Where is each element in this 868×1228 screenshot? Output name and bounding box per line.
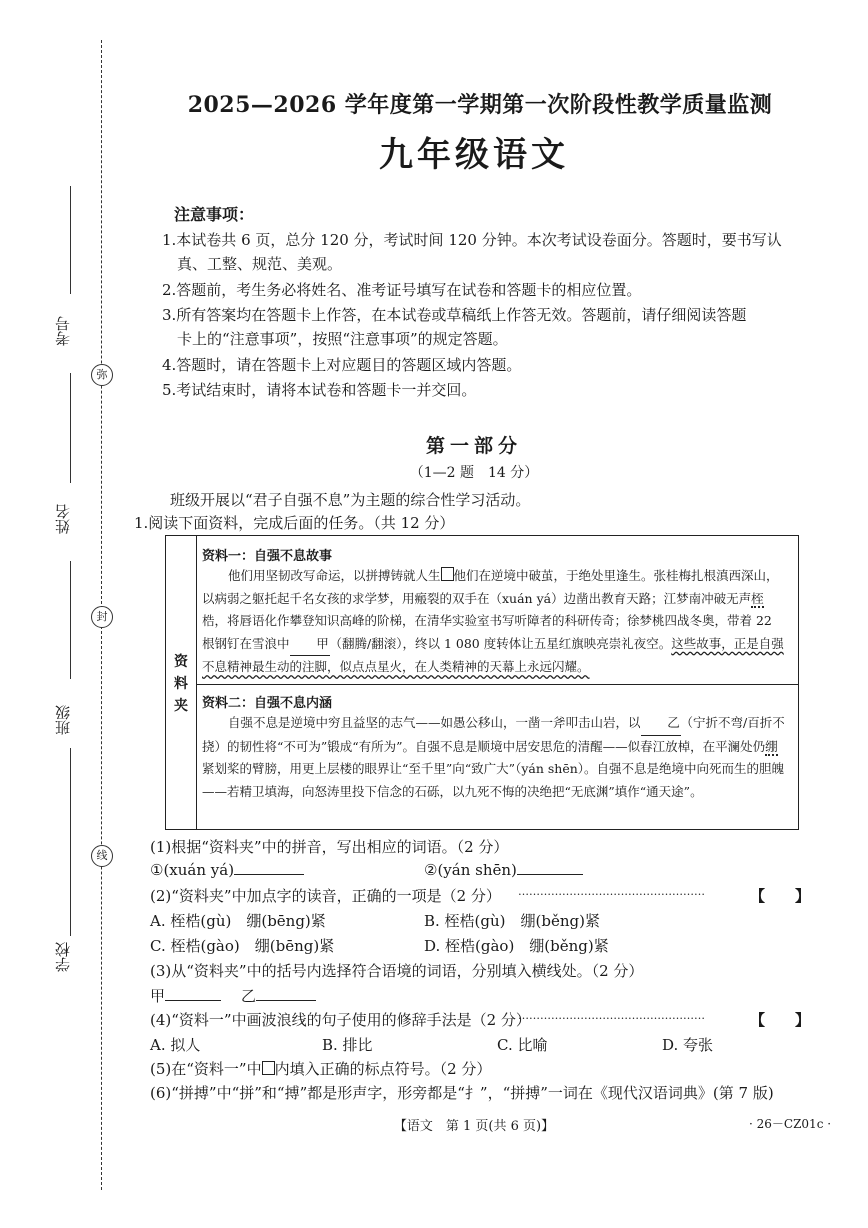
part-subtitle: （1—2 题 14 分） (409, 465, 539, 481)
folder-side (166, 536, 197, 829)
exam-number-label: 考号 (54, 316, 72, 346)
notice-item: 3.所有答案均在答题卡上作答，在本试卷或草稿纸上作答无效。答题前，请仔细阅读答题 卡上的“注意事项”，按照“注意事项”的规定答题。 (162, 306, 747, 348)
answer-blank (256, 1000, 316, 1001)
answer-bracket: 【 】 (750, 1011, 811, 1029)
leader-dots: …………………………………………… (518, 885, 705, 898)
binding-char-mi: 弥 (91, 364, 113, 386)
option-b: B. 桎梏(gù) 绷(běng)紧 (424, 912, 600, 930)
activity-intro: 班级开展以“君子自强不息”为主题的综合性学习活动。 (170, 491, 531, 509)
question-1-2: (2)“资料夹”中加点字的读音，正确的一项是（2 分） (150, 887, 501, 905)
punctuation-box (441, 567, 454, 581)
class-label: 班级 (54, 705, 72, 735)
notice-item: 1.本试卷共 6 页，总分 120 分，考试时间 120 分钟。本次考试设卷面分。答题时，要书写认 真、工整、规范、美观。 (162, 231, 782, 273)
answer-bracket: 【 】 (750, 887, 811, 905)
folder-divider (196, 684, 798, 685)
binding-char-xian: 线 (91, 845, 113, 867)
folder-side-label: 资料夹 (174, 654, 188, 714)
option-c: C. 桎梏(gào) 绷(bēng)紧 (150, 937, 335, 955)
part-title: 第一部分 (425, 435, 522, 457)
option-d: D. 夸张 (662, 1036, 714, 1054)
answer-blank (165, 1000, 221, 1001)
question-1-stem: 1.阅读下面资料，完成后面的任务。（共 12 分） (134, 514, 455, 532)
school-line (70, 748, 71, 936)
question-1-5: (5)在“资料一”中 内填入正确的标点符号。（2 分） (150, 1060, 492, 1078)
class-line (70, 561, 71, 679)
question-1-1-b: ②(yán shēn) (424, 861, 583, 879)
material-1-text: 他们用坚韧改写命运，以拼搏铸就人生 他们在逆境中破茧，于绝处里逢生。张桂梅扎根滇西深山，以病弱之躯托起千名女孩的求学梦，用瘢裂的双手在（xuán yá）边凿出教育天路；江梦南冲破无声桎梏，将唇语化作攀登知识高峰的阶梯，在清华实验室书写听障者的科研传奇；徐梦桃四战冬奥，带着 22 根钢钉在雪浪中 甲（翻腾/翻滚），终以 1 080 度转体让五星红旗映亮崇礼夜空。这些故事，正是自强不息精神最生动的注脚，似点点星火，在人类精神的天幕上永远闪耀。 (202, 568, 784, 674)
option-d: D. 桎梏(gào) 绷(běng)紧 (424, 937, 609, 955)
blank-jia: 甲 (290, 633, 330, 657)
option-a: A. 桎梏(gù) 绷(bēng)紧 (150, 912, 326, 930)
question-1-6: (6)“拼搏”中“拼”和“搏”都是形声字，形旁都是“扌”，“拼搏”一词在《现代汉语词典》(第 7 版) (150, 1084, 774, 1102)
exam-title: 2025—2026 学年度第一学期第一次阶段性教学质量监测 (187, 92, 773, 118)
wavy-sentence: 这些故事，正是自强不息精神最生动的注脚，似点点星火，在人类精神的天幕上永远闪耀。 (202, 635, 784, 674)
blank-yi: 乙 (641, 712, 681, 736)
notice-heading: 注意事项： (174, 205, 255, 224)
question-1-1: (1)根据“资料夹”中的拼音，写出相应的词语。（2 分） (150, 838, 509, 856)
question-1-1-a: ①(xuán yá) (150, 861, 304, 879)
punctuation-box (262, 1061, 275, 1075)
name-label: 姓名 (54, 504, 72, 534)
notice-item: 2.答题前，考生务必将姓名、准考证号填写在试卷和答题卡的相应位置。 (162, 281, 642, 299)
paper-code: · 26－CZ01c · (749, 1117, 832, 1131)
school-label: 学校 (54, 942, 72, 972)
binding-char-feng: 封 (91, 606, 113, 628)
question-1-3: (3)从“资料夹”中的括号内选择符合语境的词语，分别填入横线处。（2 分） (150, 962, 644, 980)
page-footer: 【语文 第 1 页(共 6 页)】 (393, 1119, 555, 1134)
exam-number-line (70, 186, 71, 294)
notice-item: 4.答题时，请在答题卡上对应题目的答题区域内答题。 (162, 356, 522, 374)
material-2-text: 自强不息是逆境中穷且益坚的志气——如愚公移山，一凿一斧叩击山岩，以 乙（宁折不弯/百折不挠）的韧性将“不可为”锻成“有所为”。自强不息是顺境中居安思危的清醒——似春江放棹，在平澜处仍绷紧划桨的臂膀，用更上层楼的眼界让“至千里”向“致广大”（yán shēn）。自强不息是绝境中向死而生的胆魄——若精卫填海，向怒涛里投下信念的石砾，以九死不悔的决绝把“无底渊”填作“通天途”。 (202, 712, 788, 803)
option-c: C. 比喻 (497, 1036, 548, 1054)
option-b: B. 排比 (322, 1036, 373, 1054)
option-a: A. 拟人 (150, 1036, 201, 1054)
material-folder (165, 535, 799, 830)
leader-dots: …………………………………………… (518, 1009, 705, 1022)
material-1-title: 资料一：自强不息故事 (202, 549, 333, 564)
question-1-4: (4)“资料一”中画波浪线的句子使用的修辞手法是（2 分） (150, 1011, 531, 1029)
notice-item: 5.考试结束时，请将本试卷和答题卡一并交回。 (162, 381, 477, 399)
material-2-title: 资料二：自强不息内涵 (202, 696, 333, 711)
subject-title: 九年级语文 (379, 135, 569, 175)
answer-blank (517, 874, 583, 875)
question-1-3-answers: 甲 乙 (150, 985, 316, 1006)
answer-blank (234, 874, 304, 875)
